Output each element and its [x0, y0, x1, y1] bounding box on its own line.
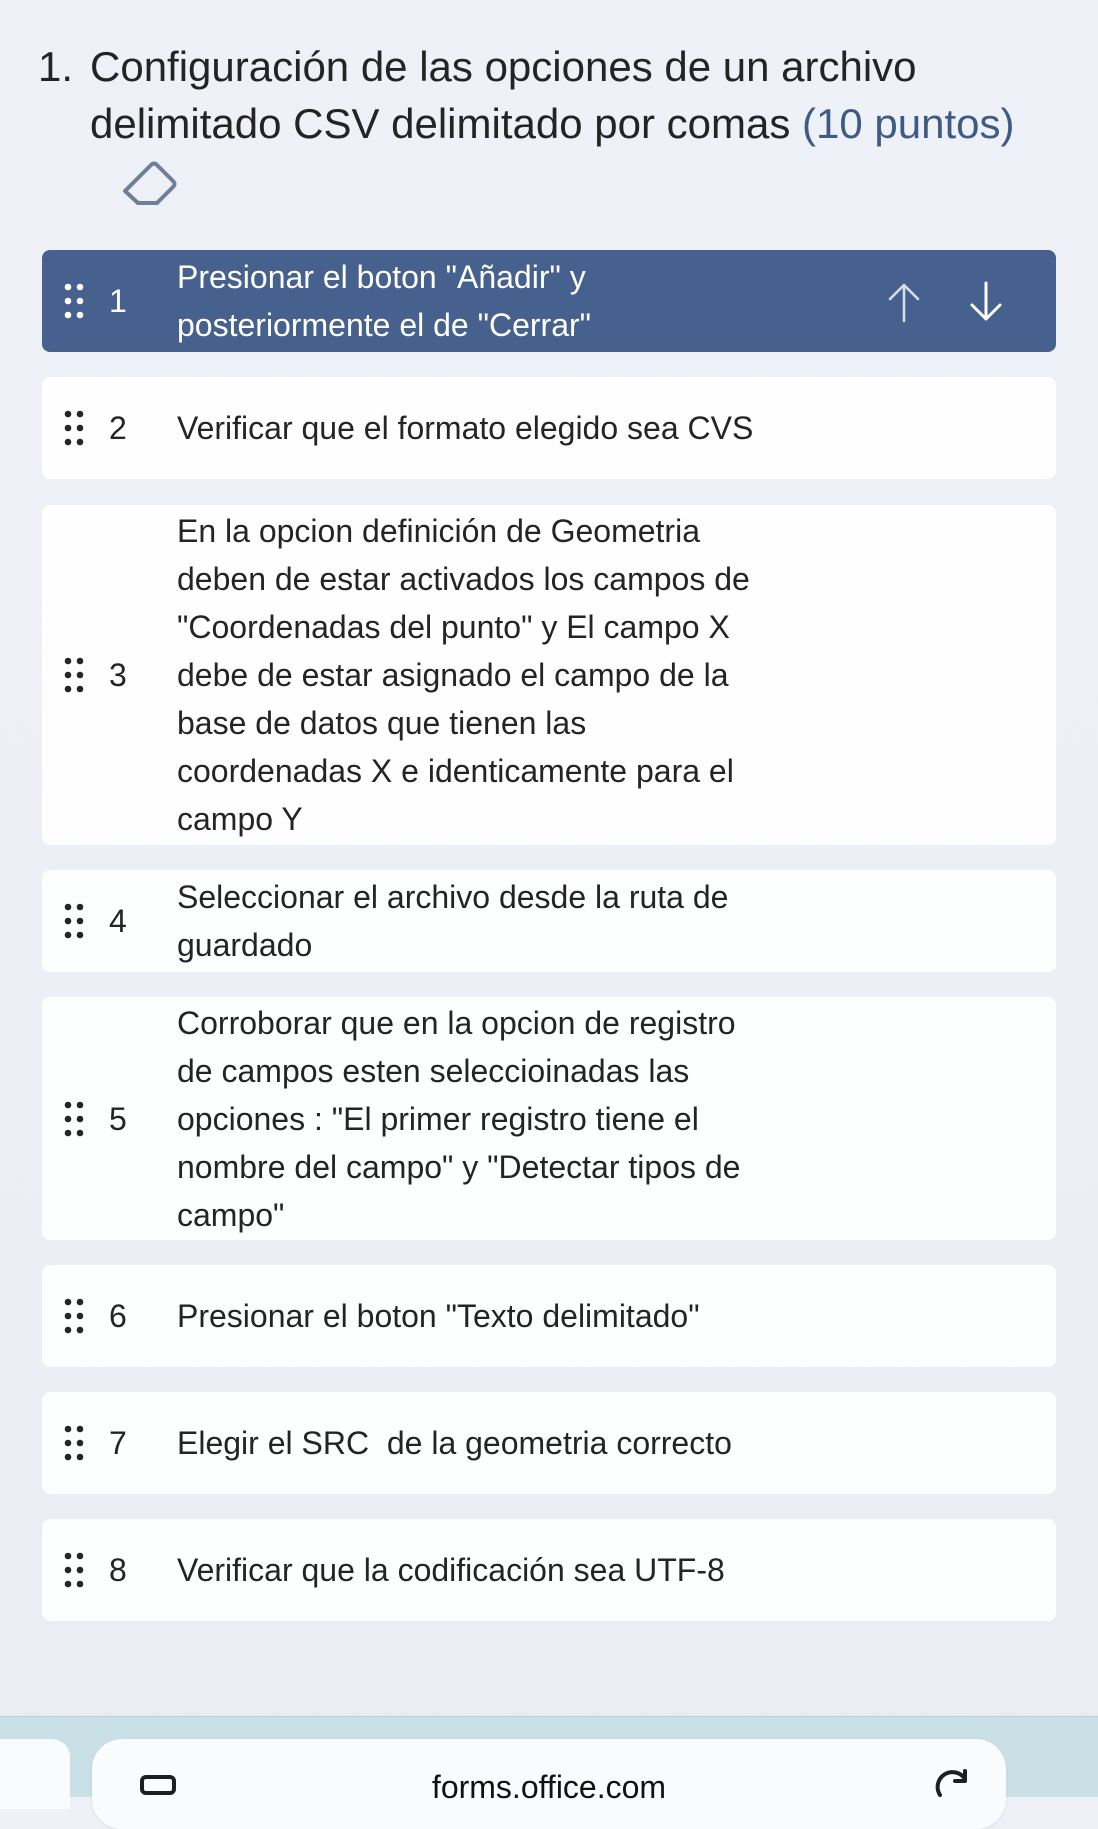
- drag-handle[interactable]: [53, 900, 95, 942]
- ranking-item-number: 1: [109, 283, 127, 319]
- ranking-item-6[interactable]: [42, 1265, 1056, 1367]
- ranking-item-text: Corroborar que en la opcion de registro de campos esten seleccioinadas las opciones : "El primer registro tiene el nombre del campo" y "Detectar tipos de campo": [177, 1004, 741, 1233]
- ranking-item-2[interactable]: [42, 377, 1056, 479]
- drag-handle-icon: [60, 900, 88, 942]
- ranking-item-text: Verificar que el formato elegido sea CVS: [177, 410, 754, 446]
- browser-tab-edge[interactable]: [0, 1739, 70, 1809]
- ranking-item-number: 7: [109, 1425, 127, 1461]
- drag-handle[interactable]: [53, 654, 95, 696]
- question-text: [90, 38, 1068, 152]
- ranking-item-number: 2: [109, 410, 127, 446]
- url-text[interactable]: forms.office.com: [431, 1769, 667, 1805]
- eraser-button[interactable]: [114, 154, 184, 210]
- drag-handle[interactable]: [53, 1295, 95, 1337]
- drag-handle[interactable]: [53, 1549, 95, 1591]
- ranking-item-3[interactable]: [42, 505, 1056, 845]
- drag-handle-icon: [60, 1098, 88, 1140]
- ranking-item-number: 8: [109, 1552, 127, 1588]
- drag-handle-icon: [60, 280, 88, 322]
- drag-handle-icon: [60, 1295, 88, 1337]
- ranking-item-number: 6: [109, 1298, 127, 1334]
- move-up-button[interactable]: [878, 278, 930, 326]
- address-bar[interactable]: [92, 1739, 1006, 1829]
- drag-handle[interactable]: [53, 1098, 95, 1140]
- drag-handle-icon: [60, 1549, 88, 1591]
- eraser-icon: [114, 154, 184, 210]
- arrow-up-icon: [883, 279, 925, 325]
- drag-handle-icon: [60, 654, 88, 696]
- drag-handle[interactable]: [53, 407, 95, 449]
- ranking-item-number: 4: [109, 903, 127, 939]
- ranking-item-text: Presionar el boton "Texto delimitado": [177, 1298, 700, 1334]
- drag-handle-icon: [60, 1422, 88, 1464]
- ranking-item-1[interactable]: [42, 250, 1056, 352]
- ranking-item-8[interactable]: [42, 1519, 1056, 1621]
- question-title-text: Configuración de las opciones de un archivo delimitado CSV delimitado por comas: [90, 43, 917, 147]
- ranking-item-number: 3: [109, 657, 127, 693]
- question-number: 1.: [38, 43, 74, 90]
- drag-handle[interactable]: [53, 1422, 95, 1464]
- ranking-item-5[interactable]: [42, 997, 1056, 1240]
- ranking-item-number: 5: [109, 1100, 127, 1137]
- move-arrows: [878, 278, 1012, 326]
- ranking-item-4[interactable]: [42, 870, 1056, 972]
- browser-bottom-bar: [0, 1716, 1098, 1805]
- drag-handle-icon: [60, 407, 88, 449]
- ranking-item-text: Elegir el SRC de la geometria correcto: [177, 1425, 732, 1461]
- question-title: [38, 38, 1068, 152]
- drag-handle[interactable]: [53, 280, 95, 322]
- ranking-item-text: Verificar que la codificación sea UTF-8: [177, 1552, 725, 1588]
- ranking-item-text: Presionar el boton "Añadir" y posteriormente el de "Cerrar": [177, 259, 591, 343]
- question-points: (10 puntos): [802, 100, 1015, 147]
- ranking-item-text: Seleccionar el archivo desde la ruta de guardado: [177, 879, 729, 963]
- ranking-item-7[interactable]: [42, 1392, 1056, 1494]
- ranking-item-text: En la opcion definición de Geometria deben de estar activados los campos de "Coordenadas del punto" y El campo X debe de estar asignado el campo de la base de datos que tienen las coordenadas X e identicamente para el campo Y: [177, 513, 750, 837]
- move-down-button[interactable]: [960, 278, 1012, 326]
- arrow-down-icon: [965, 279, 1007, 325]
